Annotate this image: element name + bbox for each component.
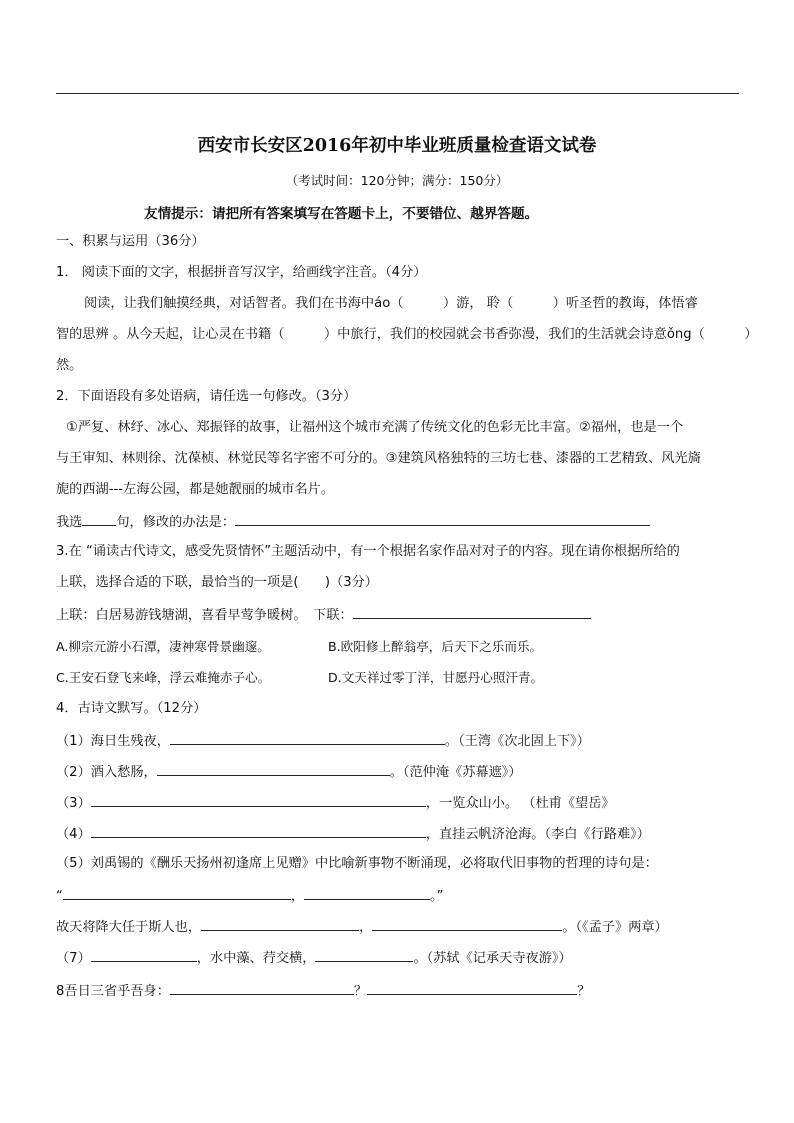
q2-stem: 2．下面语段有多处语病，请任选一句修改。（3分） bbox=[56, 389, 357, 404]
section-heading: 一、积累与运用（36分） bbox=[56, 234, 205, 249]
question-mark: ？ bbox=[353, 984, 368, 999]
q4-item-6-prompt: 故天将降大任于斯人也， bbox=[56, 920, 202, 935]
q4-item-8-blank-b[interactable] bbox=[367, 981, 577, 995]
q3-couplet-line bbox=[56, 605, 591, 625]
q4-stem: 4．古诗文默写。（12分） bbox=[56, 701, 207, 716]
q4-item-4 bbox=[56, 824, 650, 844]
q4-item-5-answer bbox=[56, 886, 443, 906]
q2-answer-label-a: 我选 bbox=[56, 515, 83, 530]
q3-option-b: B.欧阳修上醉翁亭，后天下之乐而乐。 bbox=[328, 639, 543, 654]
q2-sentence-blank[interactable] bbox=[82, 512, 116, 526]
header-rule bbox=[56, 93, 739, 94]
q4-item-3-prompt: （3） bbox=[56, 796, 91, 811]
q4-item-3-source: ，一览众山小。 （杜甫《望岳》 bbox=[425, 796, 615, 811]
q2-answer-line bbox=[56, 512, 650, 532]
q4-item-4-source: ，直挂云帆济沧海。（李白《行路难》） bbox=[425, 827, 650, 842]
q1-text-line3: 然。 bbox=[56, 358, 83, 373]
q4-item-5: （5）刘禹锡的《酬乐天扬州初逢席上见赠》中比喻新事物不断涌现，必将取代旧事物的哲理的诗句是： bbox=[56, 856, 658, 871]
q4-item-2-blank[interactable] bbox=[157, 762, 390, 776]
q2-text-line2: 与王审知、林则徐、沈葆桢、林觉民等名字密不可分的。③建筑风格独特的三坊七巷、漆器的工艺精致、风光旖 bbox=[56, 451, 701, 466]
quote-open: “ bbox=[56, 889, 63, 904]
comma: ， bbox=[290, 889, 305, 904]
q4-item-7-blank-b[interactable] bbox=[315, 948, 413, 962]
q4-item-7-blank-a[interactable] bbox=[91, 948, 197, 962]
q4-item-8 bbox=[56, 981, 590, 1001]
q4-item-6-blank-b[interactable] bbox=[372, 917, 562, 931]
q4-item-6 bbox=[56, 917, 668, 937]
q4-item-8-blank-a[interactable] bbox=[170, 981, 354, 995]
comma: ， bbox=[359, 920, 373, 935]
q4-item-1 bbox=[56, 731, 590, 751]
q3-stem-line2: 上联，选择合适的下联，最恰当的一项是( )（3分） bbox=[56, 575, 378, 590]
q3-lower-couplet-blank[interactable] bbox=[353, 605, 591, 619]
q4-item-2-prompt: （2）酒入愁肠， bbox=[56, 765, 157, 780]
q1-stem: 1． 阅读下面的文字，根据拼音写汉字，给画线字注音。（4分） bbox=[56, 265, 427, 280]
question-mark: ？ bbox=[577, 984, 591, 999]
exam-info: （考试时间：120分钟；满分：150分） bbox=[285, 173, 509, 188]
q4-item-7-source: 。（苏轼《记承天寺夜游》） bbox=[413, 951, 572, 966]
q4-item-2-source: 。（范仲淹《苏幕遮》） bbox=[389, 765, 522, 780]
q4-item-3 bbox=[56, 793, 615, 813]
quote-close: 。” bbox=[430, 889, 444, 904]
q4-item-6-source: 。（《孟子》两章） bbox=[562, 920, 668, 935]
q3-option-c: C.王安石登飞来峰，浮云难掩赤子心。 bbox=[56, 670, 271, 685]
q1-text-line1: 阅读，让我们触摸经典，对话智者。我们在书海中áo（ ）游， 聆（ ）听圣哲的教诲，体悟睿 bbox=[84, 296, 698, 311]
q4-item-7-prompt: （7） bbox=[56, 951, 91, 966]
q4-item-7-middle: ，水中藻、荇交横， bbox=[196, 951, 316, 966]
q3-stem-line1: 3.在 “诵读古代诗文，感受先贤情怀”主题活动中，有一个根据名家作品对对子的内容。现在请你根据所给的 bbox=[56, 544, 680, 559]
q3-option-d: D.文天祥过零丁洋，甘愿丹心照汗青。 bbox=[328, 670, 544, 685]
q4-item-1-source: 。（王湾《次北固上下》） bbox=[444, 734, 590, 749]
q3-couplet: 上联：白居易游钱塘湖，喜看早莺争暖树。 下联： bbox=[56, 608, 353, 623]
exam-title: 西安市长安区2016年初中毕业班质量检查语文试卷 bbox=[197, 136, 597, 156]
q2-answer-label-b: 句，修改的办法是： bbox=[116, 515, 236, 530]
q4-item-3-blank[interactable] bbox=[91, 793, 426, 807]
friendly-tip: 友情提示：请把所有答案填写在答题卡上，不要错位、越界答题。 bbox=[144, 206, 539, 222]
q4-item-1-blank[interactable] bbox=[170, 731, 445, 745]
q4-item-6-blank-a[interactable] bbox=[201, 917, 359, 931]
q4-item-5-blank-b[interactable] bbox=[304, 886, 430, 900]
q4-item-2 bbox=[56, 762, 522, 782]
q4-item-1-prompt: （1）海日生残夜， bbox=[56, 734, 170, 749]
q4-item-4-blank[interactable] bbox=[91, 824, 426, 838]
q1-text-line2: 智的思辨 。从今天起，让心灵在书籍（ ）中旅行，我们的校园就会书香弥漫，我们的生活就会诗意ǒng（ ） bbox=[56, 327, 758, 342]
q4-item-5-blank-a[interactable] bbox=[63, 886, 291, 900]
q4-item-8-prompt: 8吾日三省乎吾身： bbox=[56, 984, 170, 999]
q2-text-line1: ①严复、林纾、冰心、郑振铎的故事，让福州这个城市充满了传统文化的色彩无比丰富。②福州，也是一个 bbox=[66, 420, 684, 435]
q2-answer-blank[interactable] bbox=[235, 512, 650, 526]
q2-text-line3: 旎的西湖---左海公园，都是她靓丽的城市名片。 bbox=[56, 482, 335, 497]
q4-item-4-prompt: （4） bbox=[56, 827, 91, 842]
q4-item-7 bbox=[56, 948, 572, 968]
q3-option-a: A.柳宗元游小石潭，凄神寒骨景幽邃。 bbox=[56, 639, 270, 654]
